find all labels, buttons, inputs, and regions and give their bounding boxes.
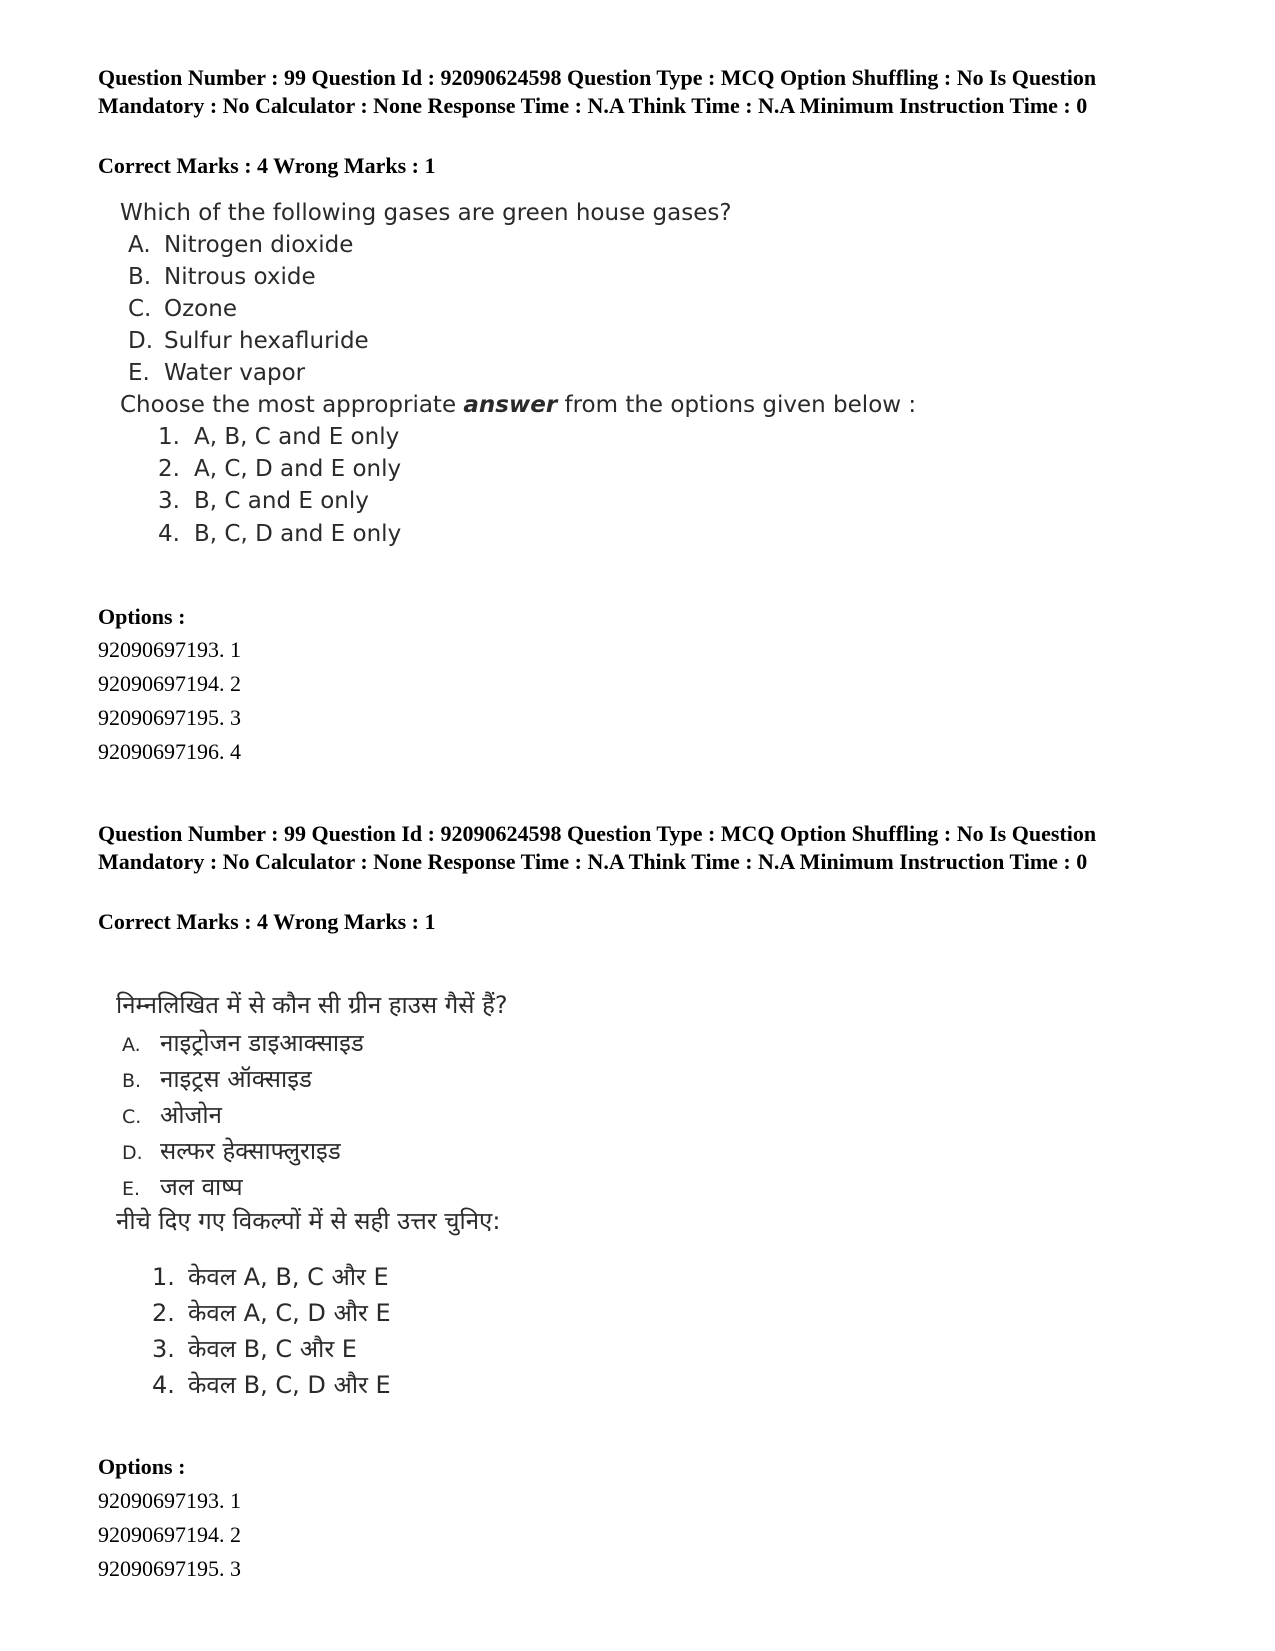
statement-item — [128, 296, 237, 322]
options-heading: Options : — [98, 604, 186, 629]
question-text: Which of the following gases are green house gases? — [120, 200, 732, 226]
statement-letter: D. — [128, 328, 154, 354]
statement-letter: B. — [128, 264, 152, 290]
statement-item — [122, 1134, 341, 1167]
statement-text: ओजोन — [160, 1101, 222, 1129]
choice-text: B, C, D and E only — [194, 521, 402, 547]
question-marks: Correct Marks : 4 Wrong Marks : 1 — [98, 153, 436, 178]
instruction-text: नीचे दिए गए विकल्पों में से सही उत्तर चुनिए: — [116, 1207, 501, 1235]
choice-number: 4. — [158, 521, 180, 547]
statement-item — [128, 232, 353, 258]
statement-letter: D. — [122, 1142, 143, 1164]
option-row: 92090697195. 3 — [98, 705, 241, 730]
question-marks: Correct Marks : 4 Wrong Marks : 1 — [98, 909, 436, 934]
answer-choice — [152, 1260, 389, 1293]
statement-text: Water vapor — [164, 360, 306, 386]
instruction-text — [120, 392, 916, 418]
statement-text: Nitrous oxide — [164, 264, 316, 290]
option-row: 92090697196. 4 — [98, 739, 241, 764]
instruction-pre: Choose the most appropriate — [120, 392, 464, 418]
statement-text: सल्फर हेक्साफ्लुराइड — [160, 1137, 341, 1165]
statement-text: Nitrogen dioxide — [164, 232, 354, 258]
option-row: 92090697193. 1 — [98, 1488, 241, 1513]
choice-text: केवल B, C और E — [188, 1335, 357, 1363]
options-heading: Options : — [98, 1454, 186, 1479]
statement-text: नाइट्रोजन डाइआक्साइड — [160, 1029, 364, 1057]
question-meta: Question Number : 99 Question Id : 92090624598 Question Type : MCQ Option Shuffling : No Is Question Mandatory : No Calculator : None Response Time : N.A Think Time : N.A Minimum Instruction Time : 0 — [98, 821, 1097, 874]
option-row: 92090697194. 2 — [98, 1522, 241, 1547]
statement-letter: C. — [122, 1106, 142, 1128]
answer-choice — [152, 1332, 357, 1365]
choice-text: केवल B, C, D और E — [188, 1371, 391, 1399]
statement-letter: E. — [122, 1178, 141, 1200]
choice-number: 1. — [158, 424, 180, 450]
answer-choice — [152, 1368, 391, 1401]
statement-item — [122, 1026, 364, 1059]
choice-number: 2. — [158, 456, 180, 482]
option-row: 92090697194. 2 — [98, 671, 241, 696]
statement-text: नाइट्रस ऑक्साइड — [160, 1065, 312, 1093]
answer-choice — [158, 424, 399, 450]
option-row: 92090697193. 1 — [98, 637, 241, 662]
statement-item — [122, 1098, 222, 1131]
choice-number: 2. — [152, 1299, 175, 1327]
choice-number: 1. — [152, 1263, 175, 1291]
instruction-emphasis: answer — [463, 392, 558, 418]
choice-text: केवल A, B, C और E — [188, 1263, 389, 1291]
answer-choice — [152, 1296, 391, 1329]
statement-item — [128, 264, 316, 290]
choice-number: 3. — [152, 1335, 175, 1363]
statement-letter: C. — [128, 296, 152, 322]
answer-choice — [158, 521, 401, 547]
choice-text: केवल A, C, D और E — [188, 1299, 391, 1327]
statement-item — [128, 328, 369, 354]
question-meta: Question Number : 99 Question Id : 92090624598 Question Type : MCQ Option Shuffling : No Is Question Mandatory : No Calculator : None Response Time : N.A Think Time : N.A Minimum Instruction Time : 0 — [98, 65, 1097, 118]
statement-text: Sulfur hexafluride — [164, 328, 369, 354]
instruction-post: from the options given below : — [557, 392, 917, 418]
statement-letter: B. — [122, 1070, 142, 1092]
choice-text: A, B, C and E only — [194, 424, 400, 450]
statement-item — [122, 1062, 312, 1095]
statement-letter: A. — [128, 232, 151, 258]
answer-choice — [158, 456, 401, 482]
answer-choice — [158, 488, 369, 514]
statement-letter: A. — [122, 1034, 141, 1056]
option-row: 92090697195. 3 — [98, 1556, 241, 1581]
statement-item — [128, 360, 305, 386]
question-text: निम्नलिखित में से कौन सी ग्रीन हाउस गैसें हैं? — [116, 991, 508, 1019]
statement-letter: E. — [128, 360, 150, 386]
statement-text: जल वाष्प — [160, 1173, 243, 1201]
choice-number: 3. — [158, 488, 180, 514]
statement-item — [122, 1170, 243, 1203]
choice-number: 4. — [152, 1371, 175, 1399]
choice-text: B, C and E only — [194, 488, 369, 514]
choice-text: A, C, D and E only — [194, 456, 402, 482]
statement-text: Ozone — [164, 296, 237, 322]
